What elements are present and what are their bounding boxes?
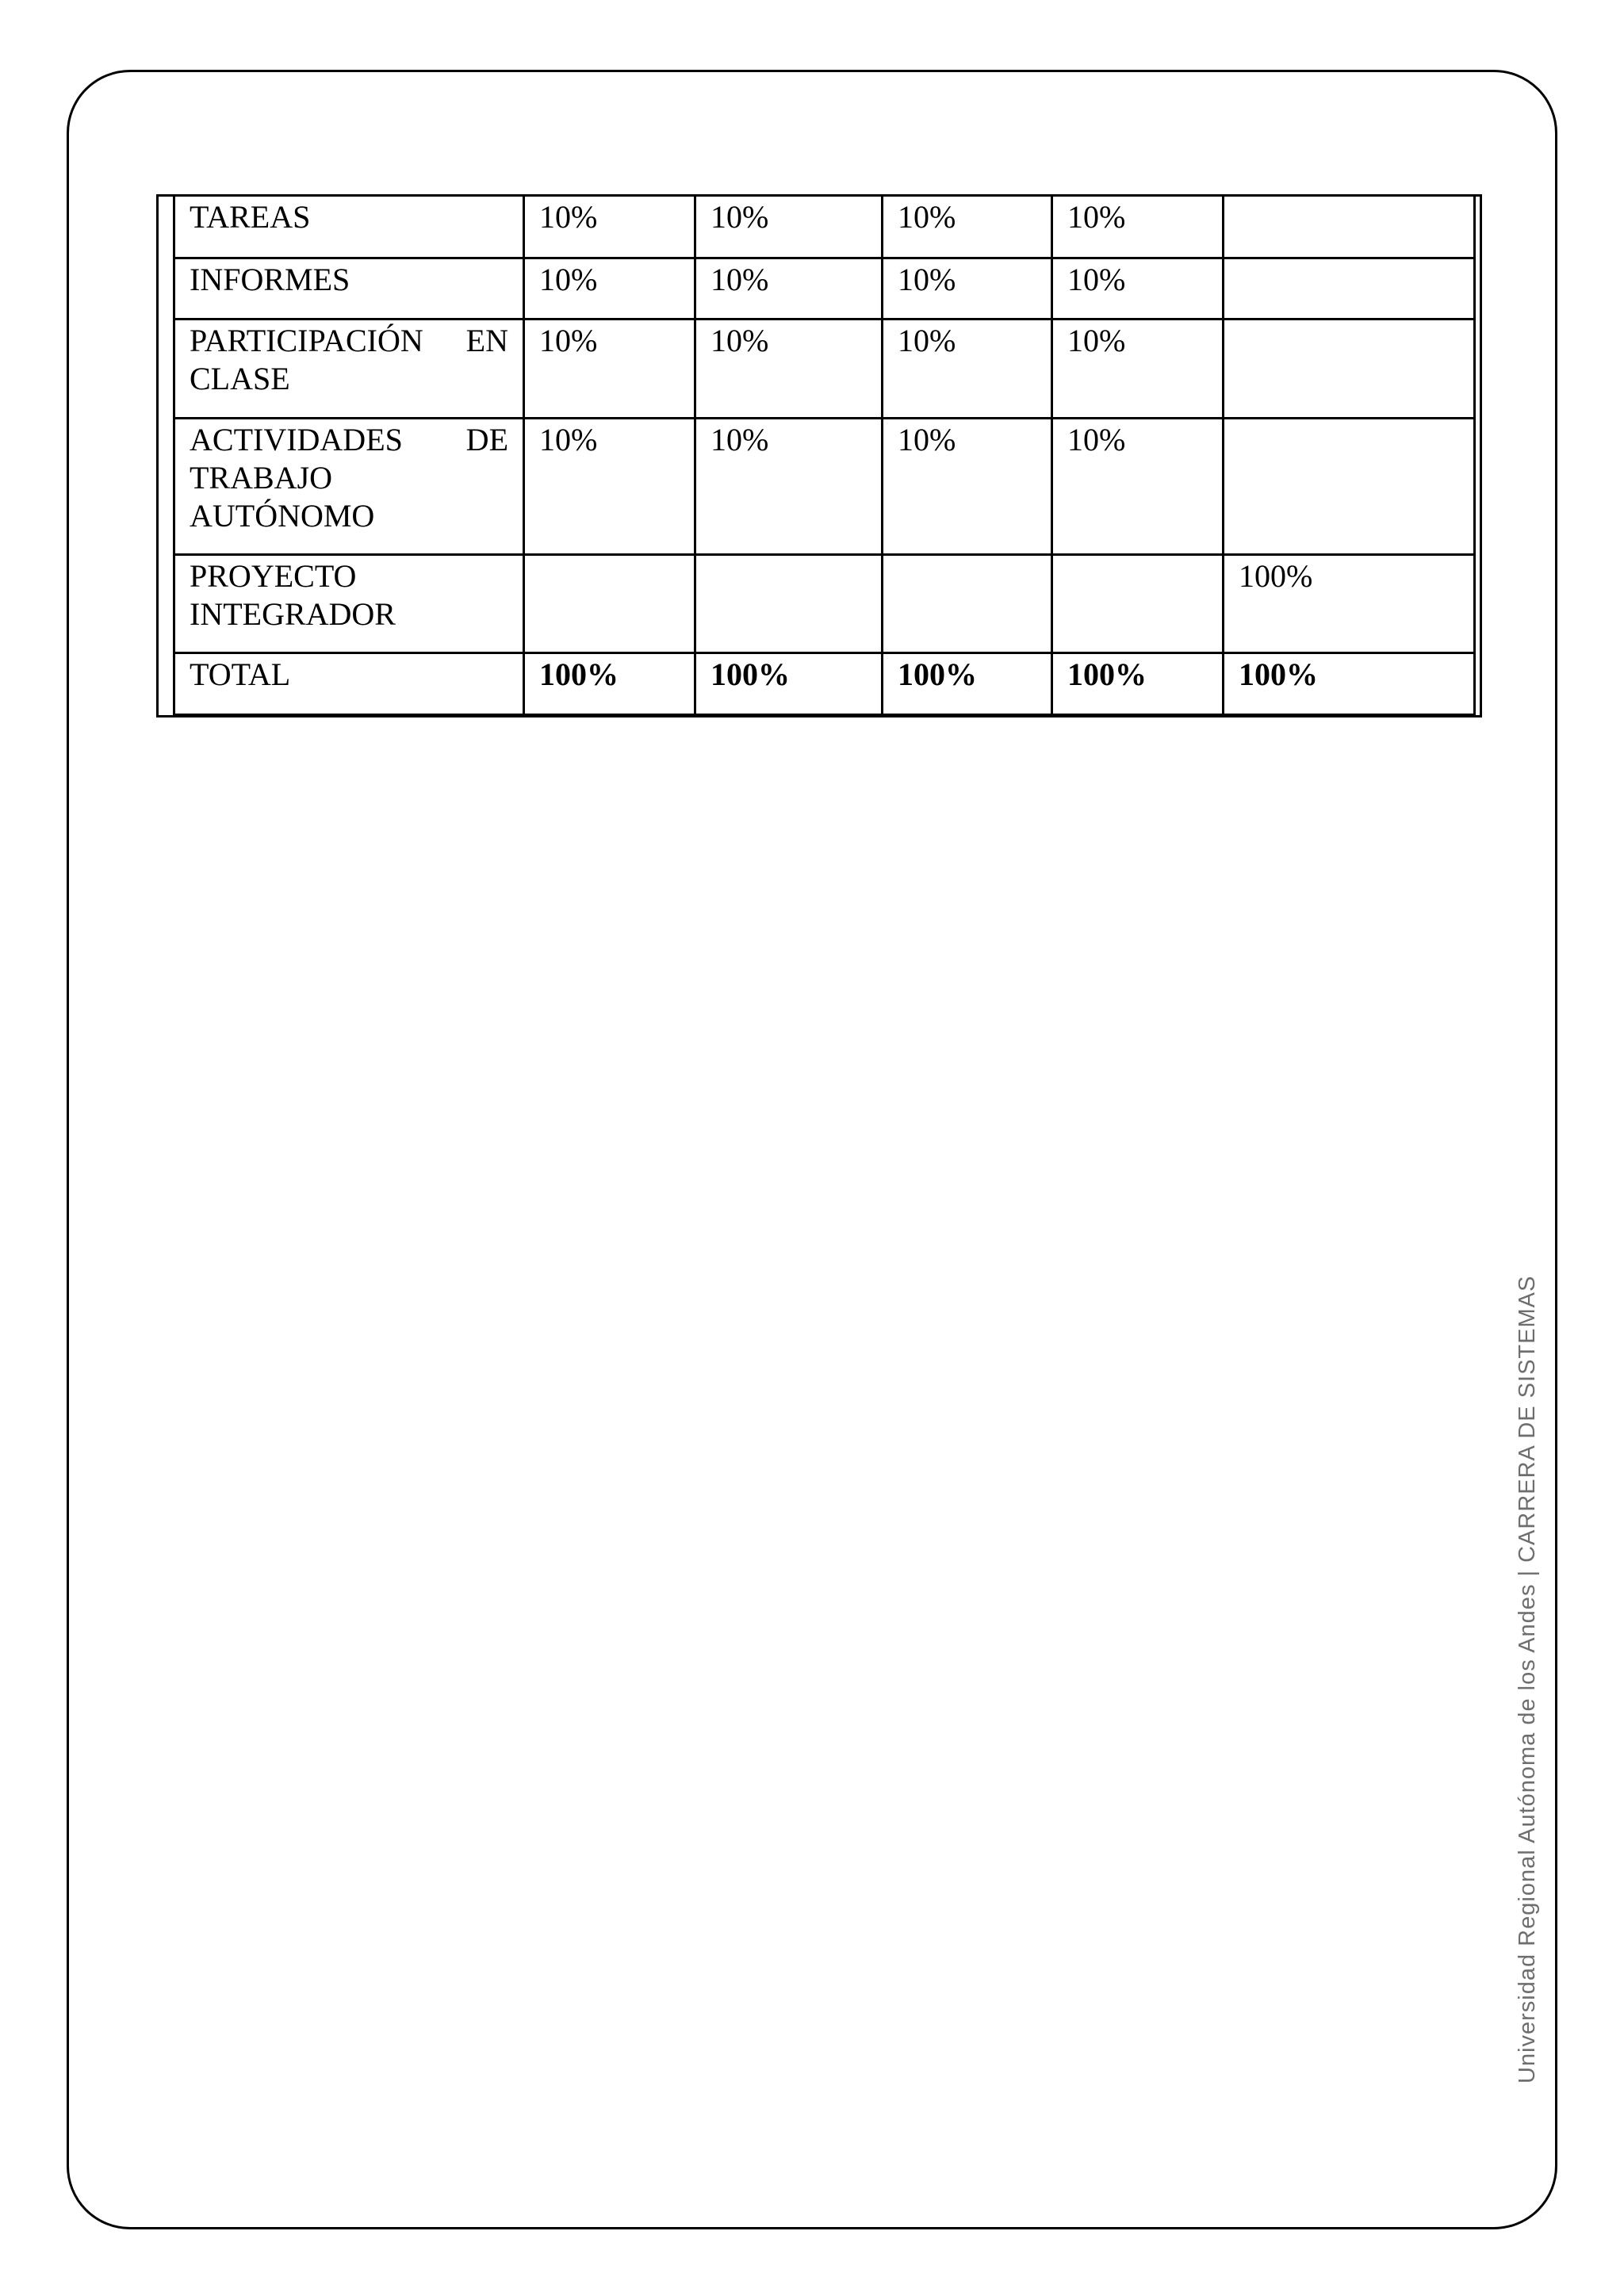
table-cell: 100% bbox=[695, 652, 883, 714]
table-row bbox=[174, 554, 1475, 652]
table-cell: 10% bbox=[695, 418, 883, 554]
grading-table-frame bbox=[156, 194, 1482, 718]
table-cell: 10% bbox=[695, 197, 883, 258]
table-cell: 10% bbox=[695, 319, 883, 418]
grading-table bbox=[173, 197, 1476, 716]
table-cell: 10% bbox=[883, 319, 1052, 418]
table-row bbox=[174, 319, 1475, 418]
table-cell: 10% bbox=[883, 258, 1052, 319]
table-cell bbox=[883, 554, 1052, 652]
table-cell: 100% bbox=[1052, 652, 1224, 714]
row-label: TAREAS bbox=[174, 197, 524, 258]
table-cell bbox=[695, 554, 883, 652]
row-label: ACTIVIDADES DE TRABAJO AUTÓNOMO bbox=[174, 418, 524, 554]
table-cell: 10% bbox=[524, 197, 695, 258]
table-cell: 10% bbox=[695, 258, 883, 319]
table-cell: 10% bbox=[1052, 197, 1224, 258]
table-cell: 100% bbox=[1224, 652, 1475, 714]
row-label: TOTAL bbox=[174, 652, 524, 714]
table-cell: 100% bbox=[524, 652, 695, 714]
table-row bbox=[174, 258, 1475, 319]
table-cell bbox=[1224, 319, 1475, 418]
row-label: PARTICIPACIÓN EN CLASE bbox=[174, 319, 524, 418]
table-row bbox=[174, 652, 1475, 714]
table-row bbox=[174, 418, 1475, 554]
table-cell: 10% bbox=[1052, 319, 1224, 418]
side-caption: Universidad Regional Autónoma de los Andes | CARRERA DE SISTEMAS bbox=[1515, 1275, 1540, 2084]
table-cell: 10% bbox=[1052, 418, 1224, 554]
table-cell bbox=[524, 554, 695, 652]
table-cell: 10% bbox=[1052, 258, 1224, 319]
table-cell bbox=[1224, 418, 1475, 554]
table-cell: 10% bbox=[524, 418, 695, 554]
row-label: PROYECTO INTEGRADOR bbox=[174, 554, 524, 652]
row-label: INFORMES bbox=[174, 258, 524, 319]
table-cell bbox=[1224, 258, 1475, 319]
table-cell: 100% bbox=[883, 652, 1052, 714]
table-cell: 10% bbox=[524, 319, 695, 418]
table-cell bbox=[1052, 554, 1224, 652]
table-cell: 10% bbox=[883, 197, 1052, 258]
table-cell: 10% bbox=[883, 418, 1052, 554]
table-cell: 10% bbox=[524, 258, 695, 319]
table-cell bbox=[1224, 197, 1475, 258]
table-cell: 100% bbox=[1224, 554, 1475, 652]
table-row bbox=[174, 197, 1475, 258]
